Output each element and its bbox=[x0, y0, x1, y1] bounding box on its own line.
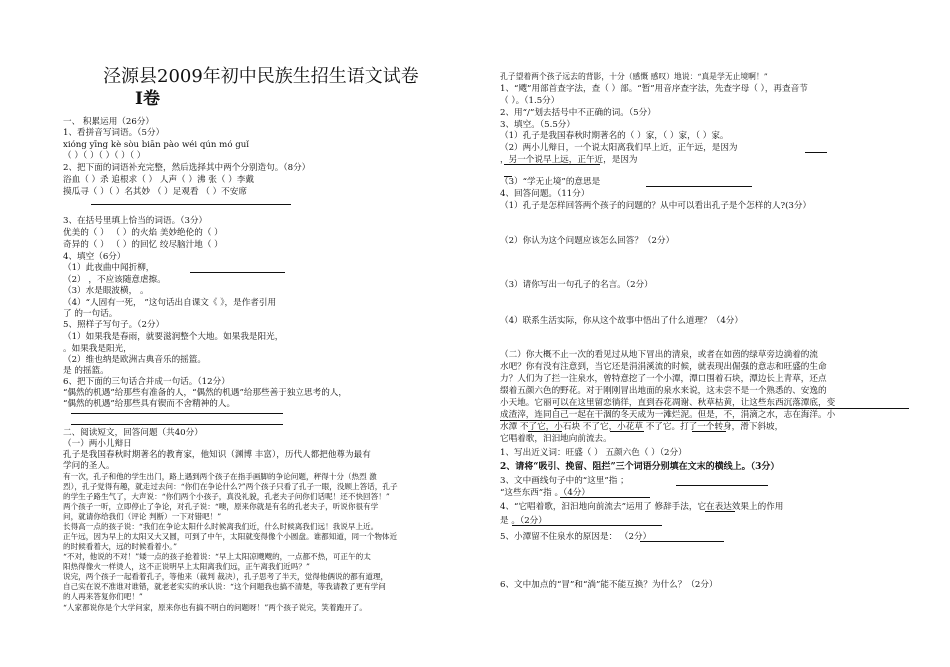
q4-item-4: （4）“人固有一死， ”这句话出自课文《 》，是作者引用 bbox=[63, 298, 277, 308]
answer-line bbox=[71, 424, 283, 425]
rq2-1-text: 1、写出近义词：旺盛（ ） 五颜六色（ ）（2分） bbox=[500, 448, 687, 458]
rq4-heading: 4、回答问题。（11分） bbox=[500, 189, 590, 199]
fill-line-1: 优美的（ ） （ ）的火焰 美妙绝伦的（ ） bbox=[63, 228, 223, 238]
rq3-item-2-cont: ，另一个说早上远，正午近，是因为 bbox=[500, 155, 638, 165]
rq3-item-2: （2）两小儿辩日，一个说太阳离我们早上近，正午远，是因为 bbox=[500, 143, 738, 153]
q5-item-2: （2）维也纳是欧洲古典音乐的摇篮。 bbox=[63, 355, 206, 365]
section-2-heading: 二、阅读短文，回答问题（共40分） bbox=[63, 428, 203, 438]
rq1-text: 1、“飕”用部首查字法，查（ ）部。“暂”用音序查字法，先查字母（ ），再查音节 bbox=[500, 84, 808, 94]
q6-heading: 6、把下面的三句话合并成一句话。（12分） bbox=[63, 377, 230, 387]
passage-1-line: 自己实在说不准谁对谁错，就老老实实的承认说：“这个问题我也搞不清楚，等我请教了更有学问 bbox=[63, 582, 386, 591]
passage-1-line: 的人再来答复你们吧！” bbox=[63, 592, 143, 601]
answer-line bbox=[91, 204, 291, 205]
passage-2-line: 水吧？你有没有注意到，当它还是涓涓溪流的时候，就表现出倔强的意志和旺盛的生命 bbox=[500, 362, 827, 372]
passage-1-line: 正午远，因为早上的太阳又大又圆，可到了中午，太阳就变得像个小圆盘。谁都知道，同一个物体近 bbox=[63, 532, 398, 541]
passage-1-ending: 孔子望着两个孩子远去的背影，十分（感慨 感叹）地说：“真是学无止境啊！” bbox=[500, 72, 768, 81]
q2-heading: 2、把下面的词语补充完整，然后选择其中两个分别造句。（8分） bbox=[63, 163, 311, 173]
answer-line bbox=[512, 525, 662, 526]
passage-1-line: 烈），孔子觉得有趣，就走过去问：“你们在争论什么?”两个孩子只看了孔子一眼，没顾上答话，孔子 bbox=[63, 482, 398, 491]
q4-item-3: （3）水是眼波横， 。 bbox=[63, 286, 149, 296]
passage-1-line: 两个孩子一听，立即停止了争论，对孔子说：“噢，原来你就是有名的孔老夫子，听说你很有学 bbox=[63, 502, 379, 511]
rq2-4-text: 4、“它唱着歌，汩汩地向前流去”运用了 修辞手法，它在表达效果上的作用 bbox=[500, 502, 784, 512]
q5-heading: 5、照样子写句子。（2分） bbox=[63, 320, 165, 330]
underlined-sentence bbox=[500, 420, 750, 421]
passage-1-line: 的时候看着大，远的时候看着小。” bbox=[63, 542, 177, 551]
pinyin-blanks: （ ）（ ）（ ）（ ）（ ） bbox=[63, 151, 146, 161]
rq2-4-text-cont: 是 。（2分） bbox=[500, 516, 547, 526]
q4-item-1: （1）此夜曲中闻折柳， bbox=[63, 263, 155, 273]
passage-2-line: 成渣滓，连同自己一起在干涸的冬天成为一滩烂泥。但是，不，涓滴之水，志在海洋。小 bbox=[500, 410, 836, 420]
passage-1-line: 孔子是我国春秋时期著名的教育家，他知识（渊博 丰富），历代人都把他尊为最有 bbox=[63, 450, 371, 460]
rq4-item-2: （2）你认为这个问题应该怎么回答？（2分） bbox=[500, 236, 675, 246]
answer-line bbox=[676, 485, 768, 486]
passage-2-line: 它唱着歌，汩汩地向前流去。 bbox=[500, 434, 612, 444]
idiom-line-2: 摸瓜寻（ ）（ ）名其妙 （ ）足观看 （ ）不安席 bbox=[63, 187, 247, 197]
q4-item-2: （2） ，不应该随意虐擦。 bbox=[63, 275, 166, 285]
answer-line bbox=[610, 431, 644, 432]
rq2-3-text-cont: “这些东西”指 。（4分） bbox=[500, 488, 591, 498]
q4-heading: 4、填空（6分） bbox=[63, 252, 126, 262]
answer-line bbox=[560, 497, 650, 498]
passage-1-line: “人家都说你是个大学问家，原来你也有搞不明白的问题呀！”两个孩子说完，笑着跑开了。 bbox=[63, 603, 367, 612]
passage-2-line: 小天地。它丽可以在这里留恋徜徉，直到吞花凋谢、秋草枯黄，让这些东西沉落潭底，变 bbox=[500, 398, 836, 408]
passage-1-title: （一）两小儿辩日 bbox=[63, 439, 132, 449]
passage-1-line: 长得高一点的孩子说：“我们在争论太阳什么时候离我们近，什么时候离我们远！我说早上近。 bbox=[63, 522, 379, 531]
answer-line bbox=[504, 164, 600, 165]
section-1-heading: 一、 积累运用（26分） bbox=[63, 117, 155, 127]
answer-line bbox=[692, 431, 726, 432]
rq4-item-4: （4）联系生活实际，你从这个故事中悟出了什么道理？（4分） bbox=[500, 316, 743, 326]
answer-line bbox=[190, 272, 285, 273]
q3-heading: 3、在括号里填上恰当的词语。（3分） bbox=[63, 216, 208, 226]
passage-1-line: 说完，两个孩子一起看着孔子，等他来（裁判 裁决），孔子思考了半天，觉得他俩说的都有道理， bbox=[63, 572, 389, 581]
answer-line bbox=[805, 152, 827, 153]
exam-title: 泾源县2009年初中民族生招生语文试卷 bbox=[103, 66, 419, 87]
rq2-3-text: 3、文中画线句子中的“这里”指 ； bbox=[500, 476, 629, 486]
pinyin-line: xióng yīng kè sòu biān pào wéi qún mó guǐ bbox=[63, 140, 250, 150]
rq2-text: 2、用“/”划去括号中不正确的词。（5分） bbox=[500, 108, 656, 118]
answer-line bbox=[640, 541, 724, 542]
q5-item-1-cont: 。如果我是阳光， bbox=[63, 344, 132, 354]
passage-2-line: 缀着五颜六色的野花。对于刚刚冒出地面的泉水来说，这未尝不是一个熟悉的、安逸的 bbox=[500, 386, 827, 396]
answer-line bbox=[646, 186, 752, 187]
rq2-2-text: 2、请将“吸引、挽留、阻拦”三个词语分别填在文末的横线上。（3分） bbox=[500, 462, 780, 472]
answer-line bbox=[71, 413, 283, 414]
answer-line bbox=[705, 511, 735, 512]
rq4-item-1: （1）孔子是怎样回答两个孩子的问题的？从中可以看出孔子是个怎样的人?(3分） bbox=[500, 201, 812, 211]
rq2-5-text: 5、小潭留不住泉水的原因是： （2分） bbox=[500, 532, 652, 542]
answer-line bbox=[528, 431, 562, 432]
q4-item-4-cont: 了 的一句话。 bbox=[63, 309, 118, 319]
rq3-heading: 3、填空。（5.5分） bbox=[500, 120, 575, 130]
passage-1-line: 问，就请你给我们（评论 判断）一下对错吧！” bbox=[63, 512, 222, 521]
q1-heading: 1、看拼音写词语。（5分） bbox=[63, 128, 165, 138]
q5-item-2-cont: 是 的摇篮。 bbox=[63, 366, 109, 376]
volume-label: I卷 bbox=[135, 89, 160, 109]
idiom-line-1: 浴血（ ）杀 追根求（ ） 人声（ ）沸 张（ ）李戴 bbox=[63, 175, 254, 185]
passage-1-line: 的学生子路生气了，大声说：“你们两个小孩子，真没礼貌，孔老夫子问你们话呢！还不快回答！” bbox=[63, 492, 390, 501]
q5-item-1: （1）如果我是春雨，就要滋润整个大地。如果我是阳光， bbox=[63, 332, 284, 342]
rq3-item-3: （3）“学无止境”的意思是 bbox=[500, 177, 601, 187]
q6-text-2: “偶然的机遇”给那些具有锲而不舍精神的人。 bbox=[63, 399, 236, 409]
passage-2-line: 力？人们为了拦一注泉水，曾特意挖了一个小潭，潭口围着石块，潭边长上青草，还点 bbox=[500, 374, 827, 384]
rq4-item-3: （3）请你写出一句孔子的名言。（2分） bbox=[500, 280, 653, 290]
passage-1-line: “不对，他说的不对！”矮一点的孩子抢着说：“早上太阳凉飕飕的，一点都不热，可正午的太 bbox=[63, 552, 371, 561]
passage-1-line: 学问的圣人。 bbox=[63, 461, 115, 471]
rq2-6-text: 6、文中加点的“冒”和“淌”能不能互换？为什么？（2分） bbox=[500, 580, 718, 590]
fill-line-2: 奇异的（ ） （ ）的回忆 绞尽脑汁地（ ） bbox=[63, 240, 223, 250]
passage-2-line: （二）你大概不止一次的看见过从地下冒出的清泉，或者在如茵的绿草旁边淌着的流 bbox=[500, 350, 818, 360]
passage-2-line: 水潭 不了它，小石块 不了它，小花草 不了它。打了一个转身，滑下斜坡， bbox=[500, 422, 784, 432]
passage-1-line: 阳热得像火一样烫人，这不正说明早上太阳离我们远，正午离我们近吗？” bbox=[63, 562, 310, 571]
rq1-text-cont: （ ）。（1.5分） bbox=[500, 96, 560, 106]
rq3-item-1: （1）孔子是我国春秋时期著名的（ ）家，（ ）家，（ ）家。 bbox=[500, 131, 729, 141]
passage-1-line: 有一次，孔子和他的学生出门，路上遇到两个孩子在指手画脚的争论问题，秤得十分（热烈 激 bbox=[63, 472, 377, 481]
underlined-sentence bbox=[554, 408, 909, 409]
q6-text-1: “偶然的机遇”给那些有准备的人，“偶然的机遇”给那些善于独立思考的人， bbox=[63, 388, 347, 398]
